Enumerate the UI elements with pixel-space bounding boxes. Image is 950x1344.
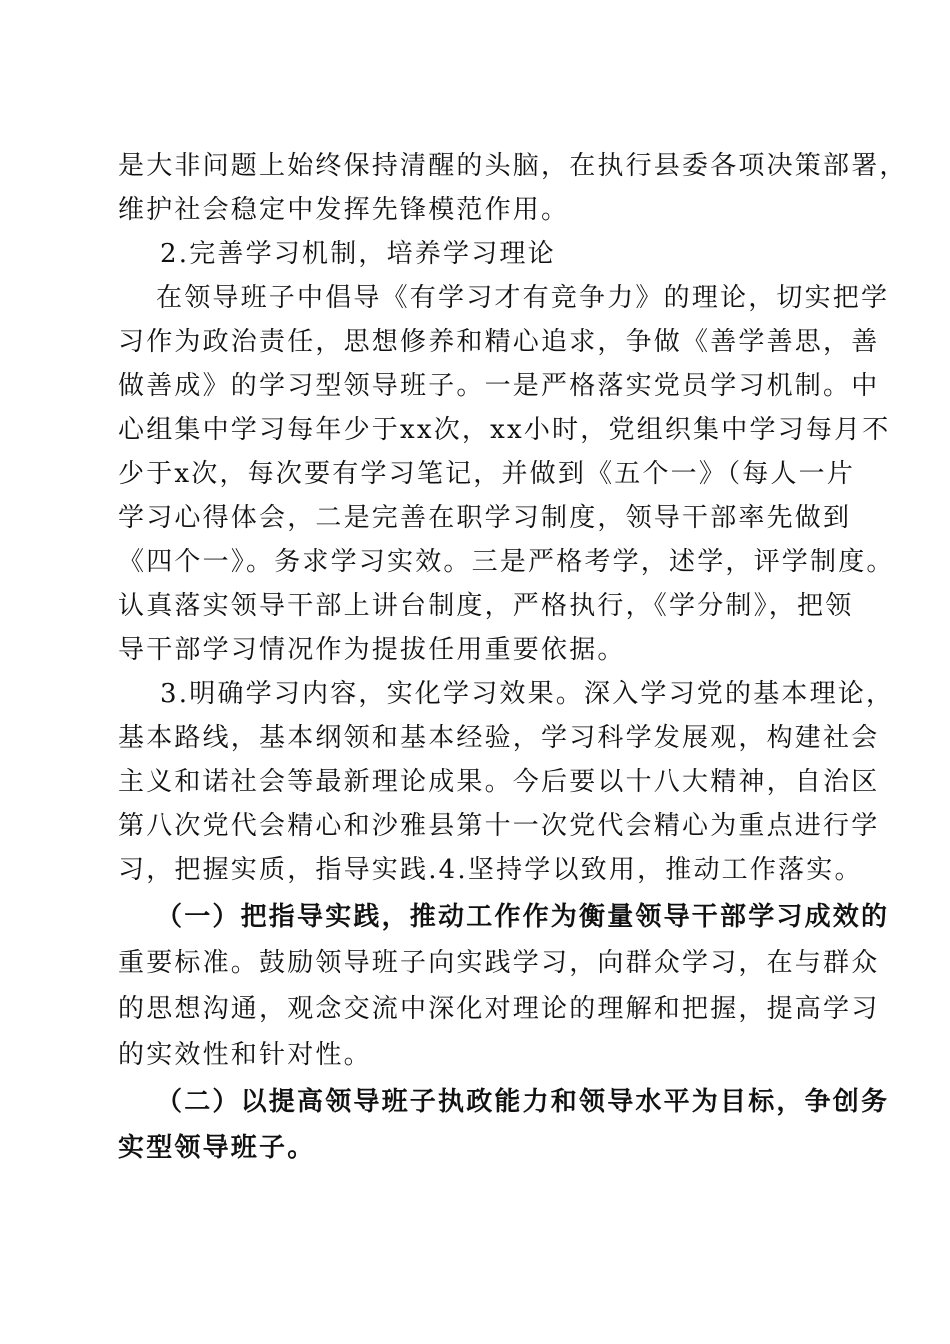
- text-line: 心组集中学习每年少于xx次，xx小时，党组织集中学习每月不: [118, 415, 891, 445]
- text-line: 实型领导班子。: [118, 1133, 316, 1163]
- text-line: 是大非问题上始终保持清醒的头脑，在执行县委各项决策部署，: [118, 151, 908, 181]
- text-line: 主义和诺社会等最新理论成果。今后要以十八大精神，自治区: [118, 767, 880, 797]
- text-line: 重要标准。鼓励领导班子向实践学习，向群众学习，在与群众: [118, 948, 880, 978]
- text-line: 的思想沟通，观念交流中深化对理论的理解和把握，提高学习: [118, 994, 880, 1024]
- text-line: 的实效性和针对性。: [118, 1040, 372, 1070]
- text-line: 做善成》的学习型领导班子。一是严格落实党员学习机制。中: [118, 371, 880, 401]
- subsection-line: （一）把指导实践，推动工作作为衡量领导干部学习成效的: [156, 902, 890, 932]
- section-heading: 2.完善学习机制，培养学习理论: [160, 239, 556, 269]
- text-line: 认真落实领导干部上讲台制度，严格执行，《学分制》，把领: [118, 591, 854, 621]
- text-line: 习，把握实质，指导实践.4.坚持学以致用，推动工作落实。: [118, 855, 863, 885]
- text-line: 第八次党代会精心和沙雅县第十一次党代会精心为重点进行学: [118, 811, 880, 841]
- text-line: 维护社会稳定中发挥先锋模范作用。: [118, 195, 570, 225]
- text-line: 《四个一》。务求学习实效。三是严格考学，述学，评学制度。: [118, 547, 895, 577]
- text-line: 习作为政治责任，思想修养和精心追求，争做《善学善思，善: [118, 327, 880, 357]
- text-line: 在领导班子中倡导《有学习才有竞争力》的理论，切实把学: [156, 283, 890, 313]
- subsection-line: （二）以提高领导班子执政能力和领导水平为目标，争创务: [156, 1087, 890, 1117]
- text-line: 学习心得体会，二是完善在职学习制度，领导干部率先做到: [118, 503, 852, 533]
- text-line: 基本路线，基本纲领和基本经验，学习科学发展观，构建社会: [118, 723, 880, 753]
- text-line: 导干部学习情况作为提拔任用重要依据。: [118, 635, 626, 665]
- text-line: 少于x次，每次要有学习笔记，并做到《五个一》（每人一片: [118, 459, 856, 489]
- text-line: 3.明确学习内容，实化学习效果。深入学习党的基本理论，: [160, 679, 895, 709]
